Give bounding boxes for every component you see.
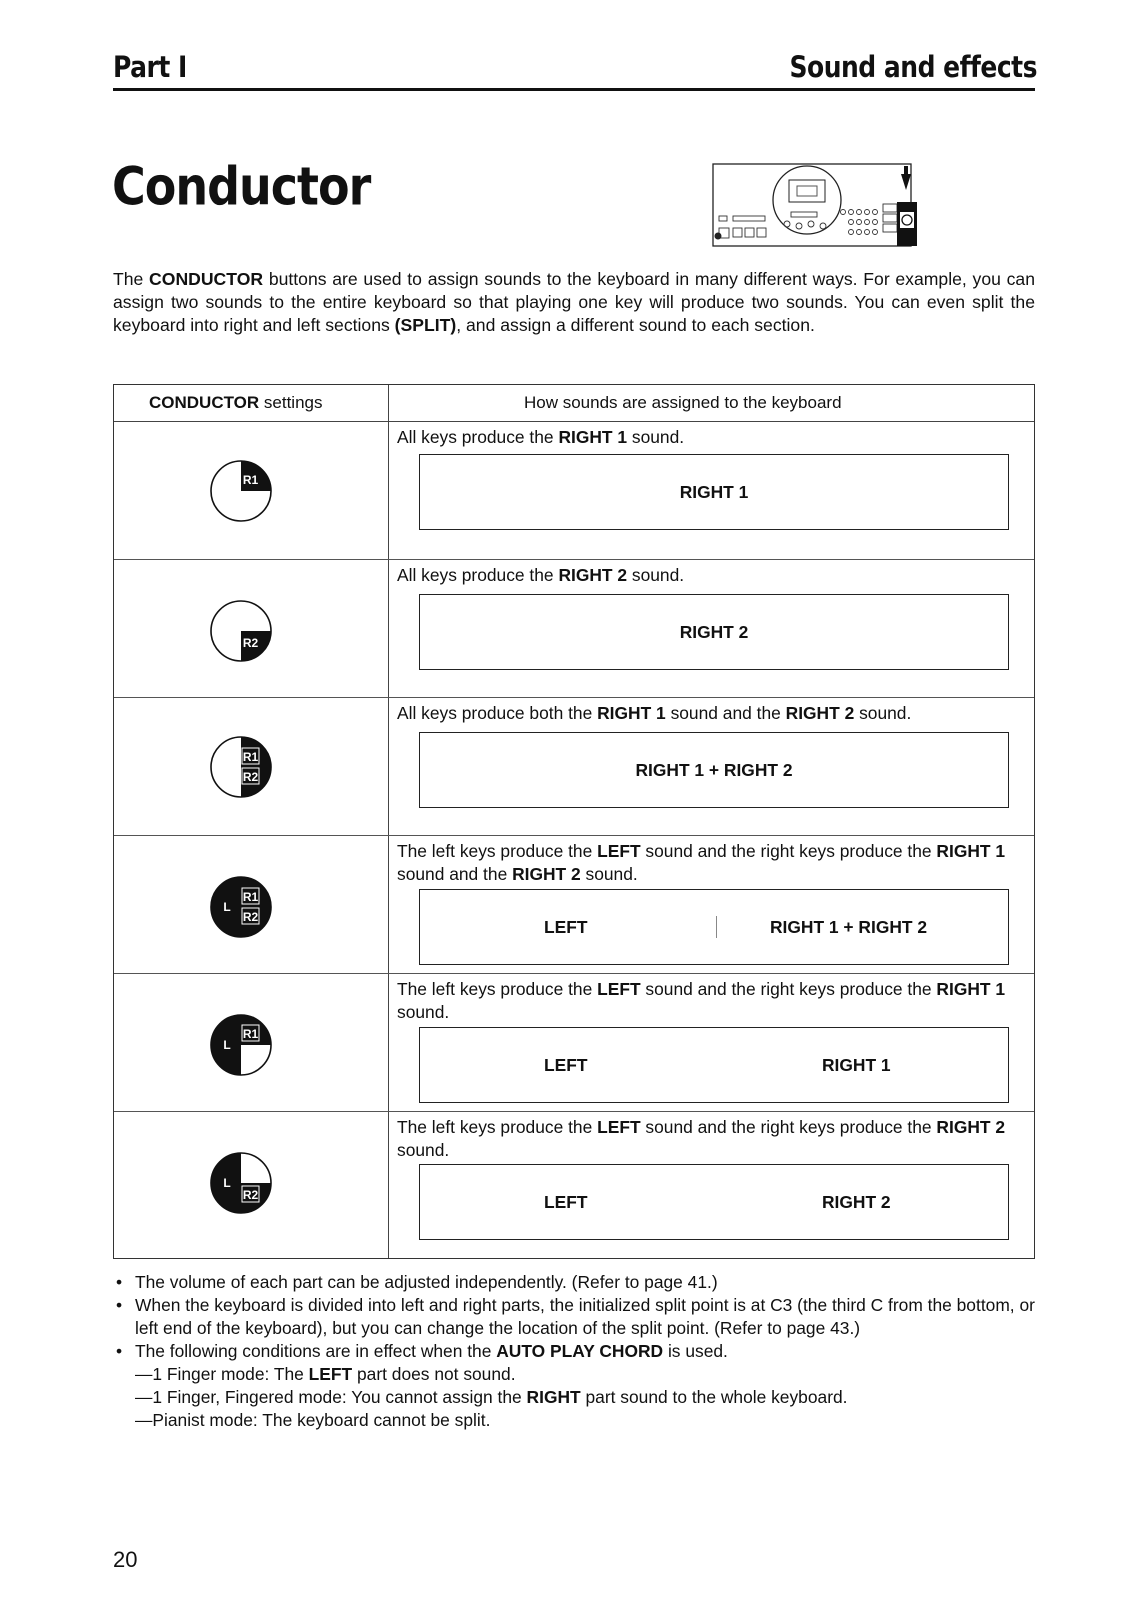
desc-text: The left keys produce the xyxy=(397,841,598,861)
note-text: The following conditions are in effect when the xyxy=(135,1341,497,1361)
subnote-text: —1 Finger mode: The xyxy=(135,1364,309,1384)
keyboard-diagram xyxy=(419,732,1009,808)
page-title: Conductor xyxy=(112,155,371,218)
desc-bold: RIGHT 2 xyxy=(785,703,855,723)
desc-text: sound and the right keys produce the xyxy=(640,979,937,999)
desc-bold: LEFT xyxy=(597,841,641,861)
intro-paragraph xyxy=(113,268,1035,337)
keyboard-diagram xyxy=(419,594,1009,670)
intro-text: buttons are used to assign sounds to the keyboard in many different ways. For example, you can assign two sounds to the entire keyboard so that playing one key will produce two sounds. You can even split the keyboard into right and left sections xyxy=(113,269,1035,335)
desc-text: All keys produce the xyxy=(397,565,559,585)
notes-list xyxy=(113,1271,1035,1432)
list-item xyxy=(113,1340,1035,1363)
icon-label: R2 xyxy=(242,636,259,650)
keyboard-label-right: RIGHT 1 + RIGHT 2 xyxy=(770,917,928,937)
icon-label: R1 xyxy=(242,1027,259,1041)
intro-text: The xyxy=(113,269,150,289)
desc-text: sound. xyxy=(854,703,912,723)
row-description xyxy=(397,564,1027,587)
desc-text: sound. xyxy=(627,565,685,585)
table-row xyxy=(114,698,1034,836)
keyboard-label: RIGHT 1 xyxy=(679,482,749,502)
note-bold: AUTO PLAY CHORD xyxy=(496,1341,664,1361)
keyboard-diagram xyxy=(419,1027,1009,1103)
list-item xyxy=(113,1271,1035,1294)
desc-bold: LEFT xyxy=(597,979,641,999)
desc-text: All keys produce both the xyxy=(397,703,598,723)
row-description xyxy=(397,1116,1027,1162)
desc-text: sound and the xyxy=(397,864,513,884)
bullet-icon: • xyxy=(116,1295,123,1315)
keyboard-diagram xyxy=(419,1164,1009,1240)
icon-label: R2 xyxy=(242,1188,259,1202)
icon-label: L xyxy=(223,1038,231,1052)
icon-label: R1 xyxy=(242,473,259,487)
keyboard-label-right: RIGHT 1 xyxy=(822,1055,891,1075)
desc-bold: RIGHT 1 xyxy=(597,703,666,723)
desc-text: sound. xyxy=(580,864,638,884)
desc-text: sound and the right keys produce the xyxy=(640,1117,937,1137)
subnote-bold: RIGHT xyxy=(526,1387,581,1407)
icon-label: L xyxy=(223,900,231,914)
keyboard-label-left: LEFT xyxy=(544,1055,588,1075)
table-row xyxy=(114,974,1034,1112)
subnote-text: —1 Finger, Fingered mode: You cannot assign the xyxy=(135,1387,527,1407)
subnote-text: —Pianist mode: The keyboard cannot be split. xyxy=(135,1410,491,1430)
intro-conductor: CONDUCTOR xyxy=(149,269,264,289)
list-item xyxy=(113,1294,1035,1340)
conductor-r1-icon[interactable] xyxy=(207,457,275,525)
header-settings-word: settings xyxy=(259,393,323,412)
keyboard-label: RIGHT 1 + RIGHT 2 xyxy=(635,760,793,780)
sub-note xyxy=(113,1409,1035,1432)
row-description xyxy=(397,840,1027,886)
row-description xyxy=(397,702,1027,725)
subnote-text: part sound to the whole keyboard. xyxy=(580,1387,848,1407)
keyboard-label: RIGHT 2 xyxy=(679,622,749,642)
note-text: is used. xyxy=(663,1341,728,1361)
bullet-icon: • xyxy=(116,1272,123,1292)
intro-text: , and assign a different sound to each section. xyxy=(456,315,815,335)
desc-bold: LEFT xyxy=(597,1117,641,1137)
conductor-table xyxy=(113,384,1035,1259)
intro-split: (SPLIT) xyxy=(394,315,457,335)
table-row xyxy=(114,422,1034,560)
keyboard-label-right: RIGHT 2 xyxy=(822,1192,891,1212)
table-row xyxy=(114,1112,1034,1258)
control-panel-illustration-icon xyxy=(711,162,931,257)
icon-label: R1 xyxy=(242,750,259,764)
desc-bold: RIGHT 1 xyxy=(936,979,1006,999)
split-point-marker xyxy=(716,916,717,938)
icon-label: R2 xyxy=(242,770,259,784)
note-text: The volume of each part can be adjusted independently. (Refer to page 41.) xyxy=(135,1272,718,1292)
conductor-left-r1-r2-icon[interactable] xyxy=(207,873,275,941)
desc-bold: RIGHT 1 xyxy=(936,841,1006,861)
keyboard-label-left: LEFT xyxy=(544,1192,588,1212)
keyboard-diagram xyxy=(419,889,1009,965)
desc-text: sound. xyxy=(397,1002,450,1022)
desc-text: The left keys produce the xyxy=(397,979,598,999)
table-row xyxy=(114,836,1034,974)
desc-bold: RIGHT 1 xyxy=(558,427,628,447)
table-header-assignment: How sounds are assigned to the keyboard xyxy=(524,393,842,412)
icon-label: R2 xyxy=(242,910,259,924)
desc-text: sound and the right keys produce the xyxy=(640,841,937,861)
conductor-r1-r2-icon[interactable] xyxy=(207,733,275,801)
page-number: 20 xyxy=(113,1547,138,1572)
icon-label: L xyxy=(223,1176,231,1190)
header-rule xyxy=(113,88,1035,91)
row-description xyxy=(397,426,1027,449)
desc-bold: RIGHT 2 xyxy=(936,1117,1006,1137)
desc-bold: RIGHT 2 xyxy=(512,864,581,884)
header-section: Sound and effects xyxy=(789,50,1037,85)
desc-bold: RIGHT 2 xyxy=(558,565,628,585)
bullet-icon: • xyxy=(116,1341,123,1361)
header-conductor-word: CONDUCTOR xyxy=(149,393,260,412)
sub-note xyxy=(113,1363,1035,1386)
desc-text: sound. xyxy=(397,1140,450,1160)
desc-text: sound. xyxy=(627,427,685,447)
desc-text: sound and the xyxy=(665,703,786,723)
conductor-r2-icon[interactable] xyxy=(207,597,275,665)
table-header-settings xyxy=(149,393,323,413)
note-text: When the keyboard is divided into left and right parts, the initialized split point is at C3 (the third C from the bottom, or left end of the keyboard), but you can change the location of the split point. (Refer to page 43.) xyxy=(135,1295,1035,1338)
sub-note xyxy=(113,1386,1035,1409)
header-part: Part I xyxy=(113,50,187,85)
keyboard-diagram xyxy=(419,454,1009,530)
conductor-left-r2-icon[interactable] xyxy=(207,1149,275,1217)
subnote-bold: LEFT xyxy=(308,1364,353,1384)
keyboard-label-left: LEFT xyxy=(544,917,588,937)
row-description xyxy=(397,978,1027,1024)
subnote-text: part does not sound. xyxy=(352,1364,516,1384)
icon-label: R1 xyxy=(242,890,259,904)
table-row xyxy=(114,560,1034,698)
desc-text: All keys produce the xyxy=(397,427,559,447)
conductor-left-r1-icon[interactable] xyxy=(207,1011,275,1079)
desc-text: The left keys produce the xyxy=(397,1117,598,1137)
